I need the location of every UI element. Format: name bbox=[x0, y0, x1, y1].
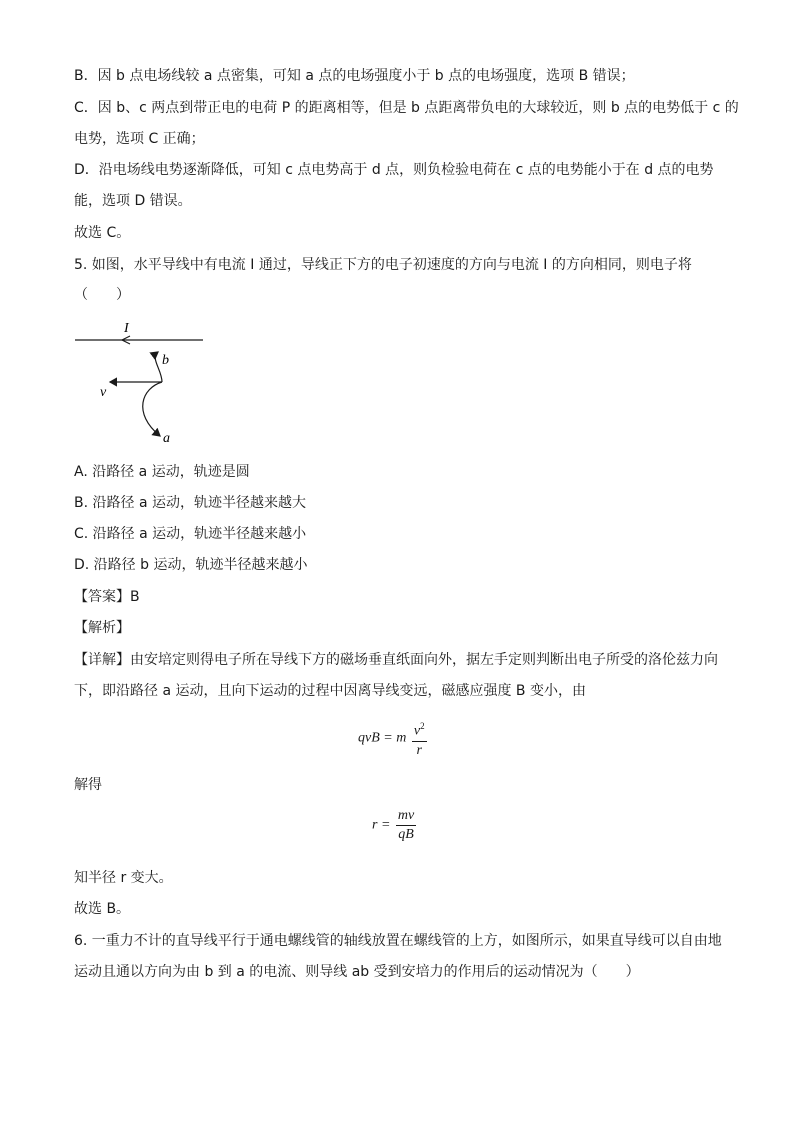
velocity-label: v bbox=[100, 385, 107, 400]
path-b-label: b bbox=[162, 353, 169, 368]
detail-line2: 下，即沿路径 a 运动，且向下运动的过程中因离导线变远，磁感应强度 B 变小，由 bbox=[74, 683, 586, 699]
solve-label: 解得 bbox=[74, 777, 102, 793]
choice-conclusion: 故选 B。 bbox=[74, 901, 131, 917]
option-d-explanation-line1: D．沿电场线电势逐渐降低，可知 c 点电势高于 d 点，则负检验电荷在 c 点的电势能小于在 d 点的电势 bbox=[74, 162, 714, 178]
path-a-label: a bbox=[163, 431, 170, 446]
eq2-den: qB bbox=[398, 827, 414, 842]
analysis-label: 【解析】 bbox=[74, 620, 130, 636]
path-a-curve bbox=[143, 382, 162, 436]
option-d-explanation-line2: 能，选项 D 错误。 bbox=[74, 193, 192, 209]
option-c-explanation-line2: 电势，选项 C 正确； bbox=[74, 131, 205, 147]
answer-label: 【答案】B bbox=[74, 589, 140, 605]
equation-lorentz bbox=[358, 718, 427, 759]
option-d[interactable]: D. 沿路径 b 运动，轨迹半径越来越小 bbox=[74, 557, 308, 573]
electron-path-figure bbox=[70, 318, 220, 448]
option-b[interactable]: B. 沿路径 a 运动，轨迹半径越来越大 bbox=[74, 495, 306, 511]
current-label: I bbox=[124, 321, 129, 336]
path-b-curve bbox=[155, 352, 162, 382]
question-5-bracket: （ ） bbox=[74, 287, 130, 303]
option-c[interactable]: C. 沿路径 a 运动，轨迹半径越来越小 bbox=[74, 526, 307, 542]
choice-conclusion-prev: 故选 C。 bbox=[74, 225, 131, 241]
eq1-fraction bbox=[412, 718, 427, 759]
radius-conclusion: 知半径 r 变大。 bbox=[74, 870, 173, 886]
eq2-fraction bbox=[396, 808, 416, 843]
eq1-m: m bbox=[396, 730, 407, 746]
eq2-num: mv bbox=[396, 808, 416, 826]
eq2-lhs: r = bbox=[372, 817, 391, 833]
eq1-den: r bbox=[416, 742, 422, 758]
detail-line1: 【详解】由安培定则得电子所在导线下方的磁场垂直纸面向外，据左手定则判断出电子所受的洛伦兹力向 bbox=[74, 652, 718, 668]
option-b-explanation: B．因 b 点电场线较 a 点密集，可知 a 点的电场强度小于 b 点的电场强度，选项 B 错误； bbox=[74, 68, 635, 84]
question-6-line2: 运动且通以方向为由 b 到 a 的电流、则导线 ab 受到安培力的作用后的运动情况为（ ） bbox=[74, 964, 640, 980]
option-a[interactable]: A. 沿路径 a 运动，轨迹是圆 bbox=[74, 464, 250, 480]
eq1-lhs: qvB = bbox=[358, 730, 393, 746]
equation-radius bbox=[372, 808, 416, 843]
eq1-sup: 2 bbox=[420, 721, 425, 731]
eq1-num: v bbox=[413, 723, 421, 739]
option-c-explanation-line1: C．因 b、c 两点到带正电的电荷 P 的距离相等，但是 b 点距离带负电的大球较近，则 b 点的电势低于 c 的 bbox=[74, 100, 739, 116]
question-6-line1: 6. 一重力不计的直导线平行于通电螺线管的轴线放置在螺线管的上方，如图所示，如果直导线可以自由地 bbox=[74, 933, 722, 949]
question-5-stem: 5. 如图，水平导线中有电流 I 通过，导线正下方的电子初速度的方向与电流 I 的方向相同，则电子将 bbox=[74, 257, 692, 273]
